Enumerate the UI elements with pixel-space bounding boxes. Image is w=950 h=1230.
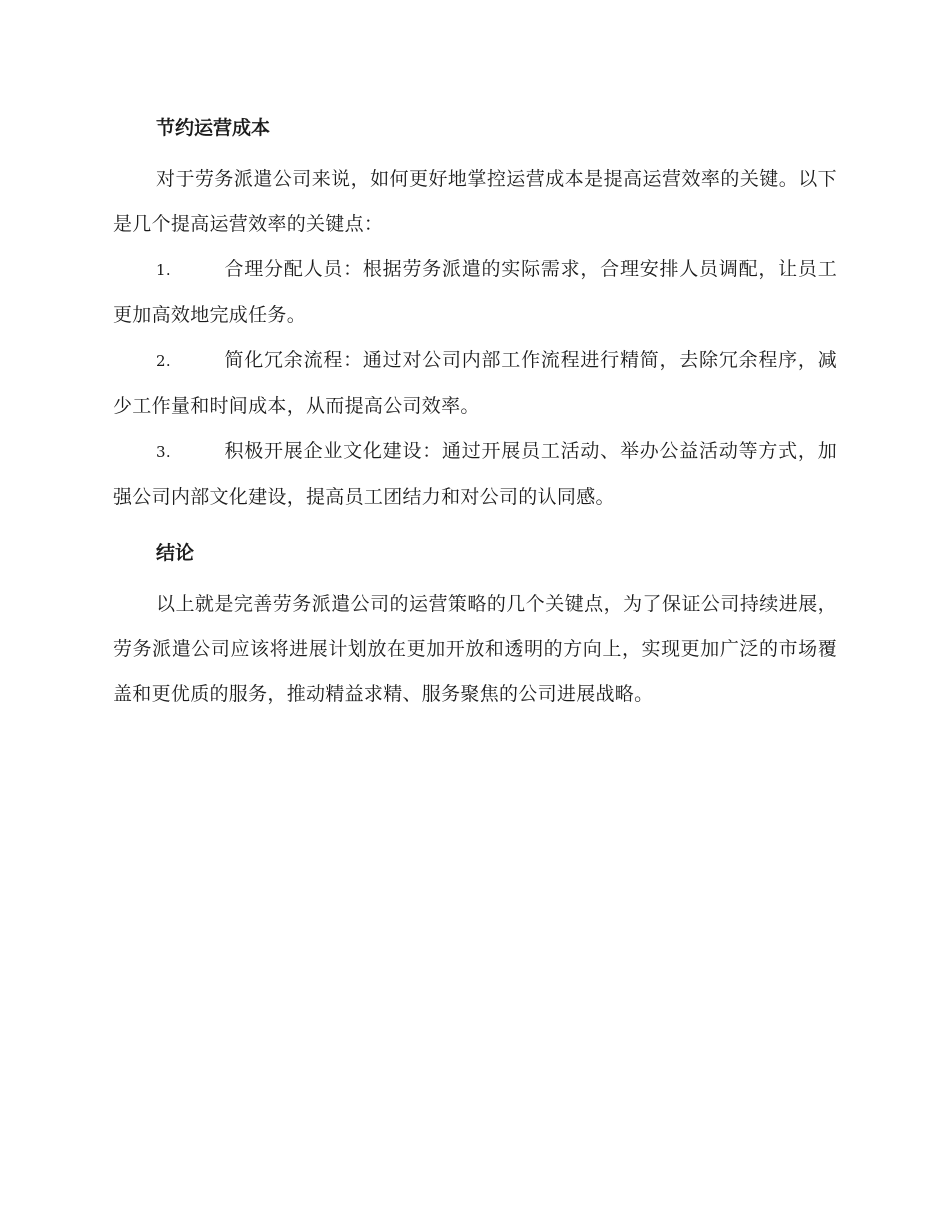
list-item-3 bbox=[113, 429, 837, 520]
list-item-text: 简化冗余流程：通过对公司内部工作流程进行精简，去除冗余程序，减少工作量和时间成本，从而提高公司效率。 bbox=[113, 349, 837, 417]
section-intro-paragraph: 对于劳务派遣公司来说，如何更好地掌控运营成本是提高运营效率的关键。以下是几个提高运营效率的关键点： bbox=[113, 168, 837, 235]
list-item-number: 3. bbox=[156, 443, 171, 461]
list-item-number: 2. bbox=[156, 352, 171, 370]
section-heading-conclusion: 结论 bbox=[156, 542, 195, 564]
list-item-number: 1. bbox=[156, 261, 171, 279]
list-item-text: 积极开展企业文化建设：通过开展员工活动、举办公益活动等方式，加强公司内部文化建设，提高员工团结力和对公司的认同感。 bbox=[113, 440, 837, 508]
list-item-1 bbox=[113, 247, 837, 338]
list-item-2 bbox=[113, 338, 837, 429]
conclusion-paragraph: 以上就是完善劳务派遣公司的运营策略的几个关键点，为了保证公司持续进展，劳务派遣公司应该将进展计划放在更加开放和透明的方向上，实现更加广泛的市场覆盖和更优质的服务，推动精益求精、服务聚焦的公司进展战略。 bbox=[113, 593, 837, 705]
list-item-text: 合理分配人员：根据劳务派遣的实际需求，合理安排人员调配，让员工更加高效地完成任务。 bbox=[113, 258, 837, 326]
section-heading-cost: 节约运营成本 bbox=[156, 117, 271, 139]
document-body bbox=[113, 108, 837, 717]
